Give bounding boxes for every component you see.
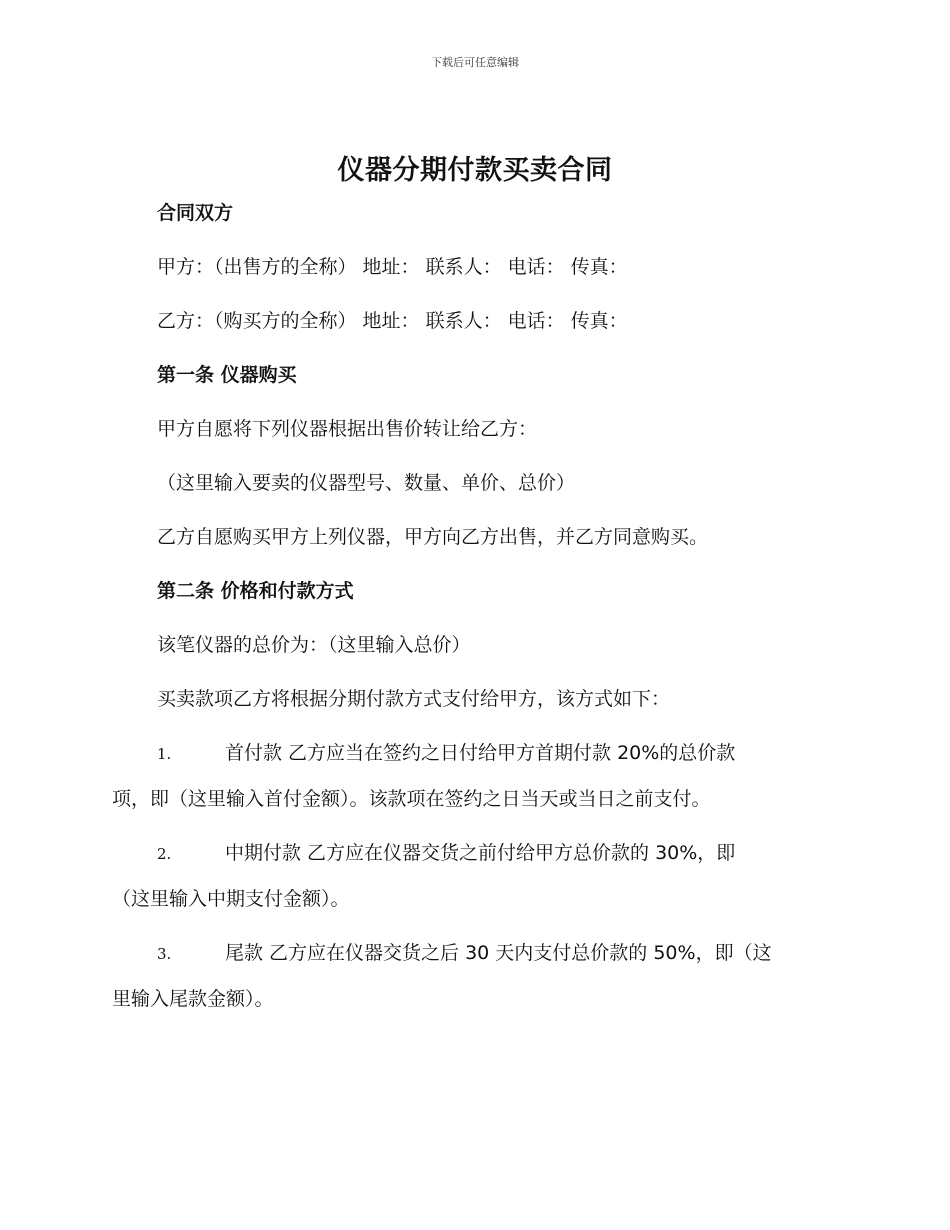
article1-heading: 第一条 仪器购买 (157, 364, 297, 386)
article2-paragraph-2: 买卖款项乙方将根据分期付款方式支付给甲方，该方式如下： (157, 688, 671, 710)
item-3-line-2: 里输入尾款金额）。 (112, 988, 274, 1010)
parties-heading: 合同双方 (157, 202, 234, 224)
article2-paragraph-1: 该笔仪器的总价为：（这里输入总价） (157, 634, 471, 656)
item-1-line-2: 项，即（这里输入首付金额）。该款项在签约之日当天或当日之前支付。 (112, 788, 711, 810)
item-1-number: 1. (157, 745, 172, 763)
item-3-line-1: 尾款 乙方应在仪器交货之后 30 天内支付总价款的 50%，即（这 (225, 942, 772, 964)
party-b-line: 乙方：（购买方的全称） 地址： 联系人： 电话： 传真： (157, 310, 628, 332)
article1-paragraph-3: 乙方自愿购买甲方上列仪器，甲方向乙方出售，并乙方同意购买。 (157, 526, 709, 548)
header-note: 下载后可任意编辑 (431, 56, 519, 69)
document-title: 仪器分期付款买卖合同 (337, 155, 613, 186)
item-2-line-1: 中期付款 乙方应在仪器交货之前付给甲方总价款的 30%，即 (225, 842, 736, 864)
item-2-line-2: （这里输入中期支付金额）。 (112, 888, 350, 910)
item-2-number: 2. (157, 845, 172, 863)
article2-heading: 第二条 价格和付款方式 (157, 580, 354, 602)
article1-paragraph-1: 甲方自愿将下列仪器根据出售价转让给乙方： (157, 418, 538, 440)
item-1-line-1: 首付款 乙方应当在签约之日付给甲方首期付款 20%的总价款 (225, 742, 736, 764)
party-a-line: 甲方：（出售方的全称） 地址： 联系人： 电话： 传真： (157, 256, 628, 278)
item-3-number: 3. (157, 945, 172, 963)
article1-paragraph-2: （这里输入要卖的仪器型号、数量、单价、总价） (157, 472, 576, 494)
